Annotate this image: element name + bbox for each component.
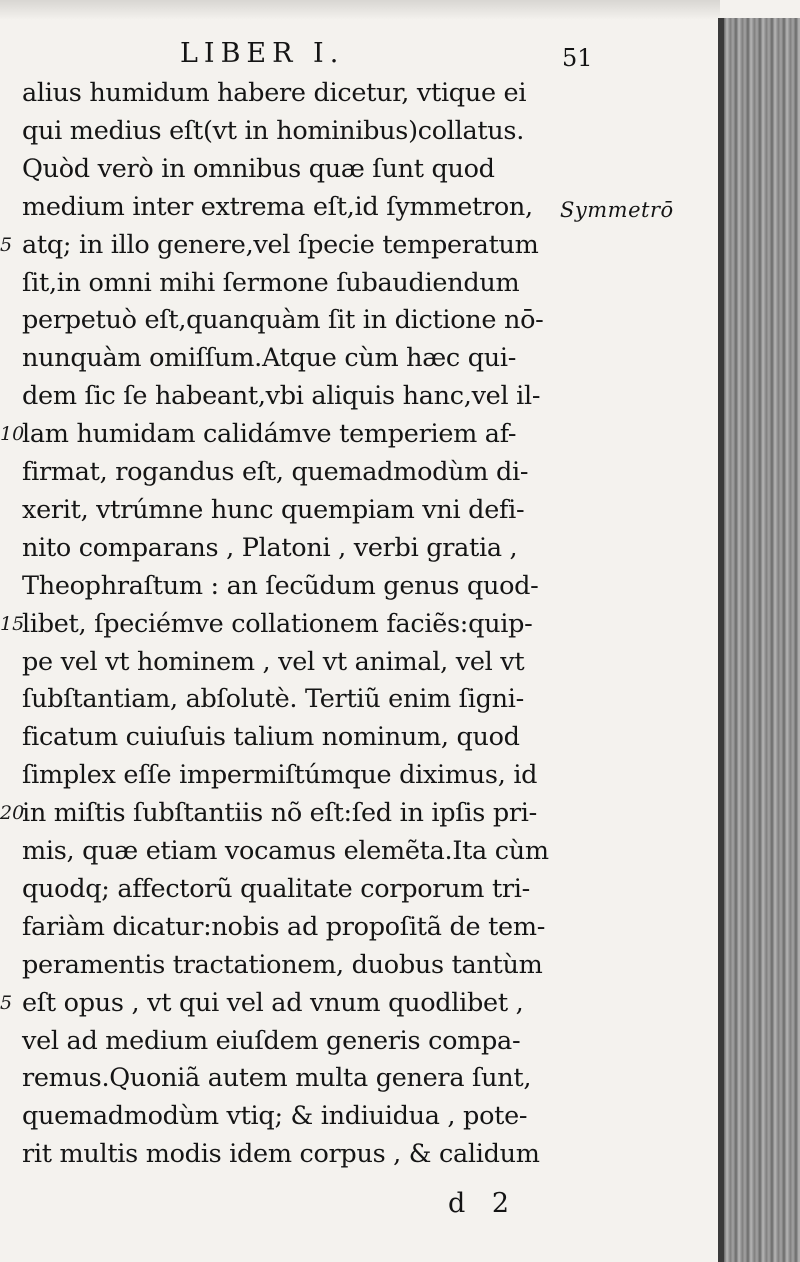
text-line: atq; in illo genere,vel ſpecie temperatum: [22, 229, 539, 260]
text-line: pe vel vt hominem , vel vt animal, vel vt: [22, 646, 525, 677]
text-line: perpetuò eſt,quanquàm ſit in dictione nō-: [22, 305, 544, 336]
line-number: 5: [0, 991, 13, 1014]
text-line: dem ſic ſe habeant,vbi aliquis hanc,vel il-: [22, 381, 541, 412]
text-line: ficatum cuiuſuis talium nominum, quod: [22, 722, 520, 753]
text-line: rit multis modis idem corpus , & calidum: [22, 1139, 540, 1170]
text-line: nunquàm omiſſum.Atque cùm hæc qui-: [22, 343, 517, 374]
text-line: ſimplex eſſe impermiſtúmque diximus, id: [22, 760, 538, 791]
text-line: lam humidam calidámve temperiem af-: [22, 419, 517, 450]
text-line: quemadmodùm vtiq; & indiuidua , pote-: [22, 1101, 528, 1132]
text-line: ſit,in omni mihi ſermone ſubaudiendum: [22, 267, 520, 298]
text-line: in miſtis ſubſtantiis nõ eſt:ſed in ipſis pri-: [22, 798, 537, 829]
text-line: fariàm dicatur:nobis ad propoſitã de tem-: [22, 911, 546, 942]
line-number: 5: [0, 233, 13, 256]
margin-note: Symmetrō: [560, 198, 674, 222]
text-line: xerit, vtrúmne hunc quempiam vni defi-: [22, 494, 525, 525]
line-number: 15: [0, 612, 25, 635]
text-line: quodq; affectorũ qualitate corporum tri-: [22, 873, 530, 904]
text-line: libet, ſpeciémve collationem faciẽs:quip-: [22, 608, 533, 639]
signature-mark: d 2: [448, 1188, 510, 1219]
text-line: firmat, rogandus eſt, quemadmodùm di-: [22, 457, 529, 487]
text-line: remus.Quoniã autem multa genera ſunt,: [22, 1063, 532, 1094]
page-edge-shadow: [718, 18, 800, 1262]
text-line: mis, quæ etiam vocamus elemẽta.Ita cùm: [22, 836, 549, 866]
text-line: alius humidum habere dicetur, vtique ei: [22, 78, 527, 108]
page-gutter-line: [718, 18, 724, 1262]
text-line: vel ad medium eiuſdem generis compa-: [22, 1025, 521, 1056]
text-line: ſubſtantiam, abſolutè. Tertiũ enim ſigni-: [22, 684, 524, 715]
text-line: Quòd verò in omnibus quæ ſunt quod: [22, 153, 495, 184]
text-line: nito comparans , Platoni , verbi gratia ,: [22, 532, 518, 563]
text-line: qui medius eſt(vt in hominibus)collatus.: [22, 115, 525, 146]
line-number: 10: [0, 423, 25, 446]
text-line: eſt opus , vt qui vel ad vnum quodlibet ,: [22, 987, 524, 1018]
line-number: 20: [0, 802, 25, 825]
running-head: LIBER I.: [180, 38, 345, 69]
text-line: Theophraſtum : an ſecũdum genus quod-: [22, 570, 539, 601]
page-top-shadow: [0, 0, 720, 20]
text-line: peramentis tractationem, duobus tantùm: [22, 949, 543, 980]
page-number: 51: [562, 44, 593, 72]
text-line: medium inter extrema eſt,id ſymmetron,: [22, 191, 533, 222]
